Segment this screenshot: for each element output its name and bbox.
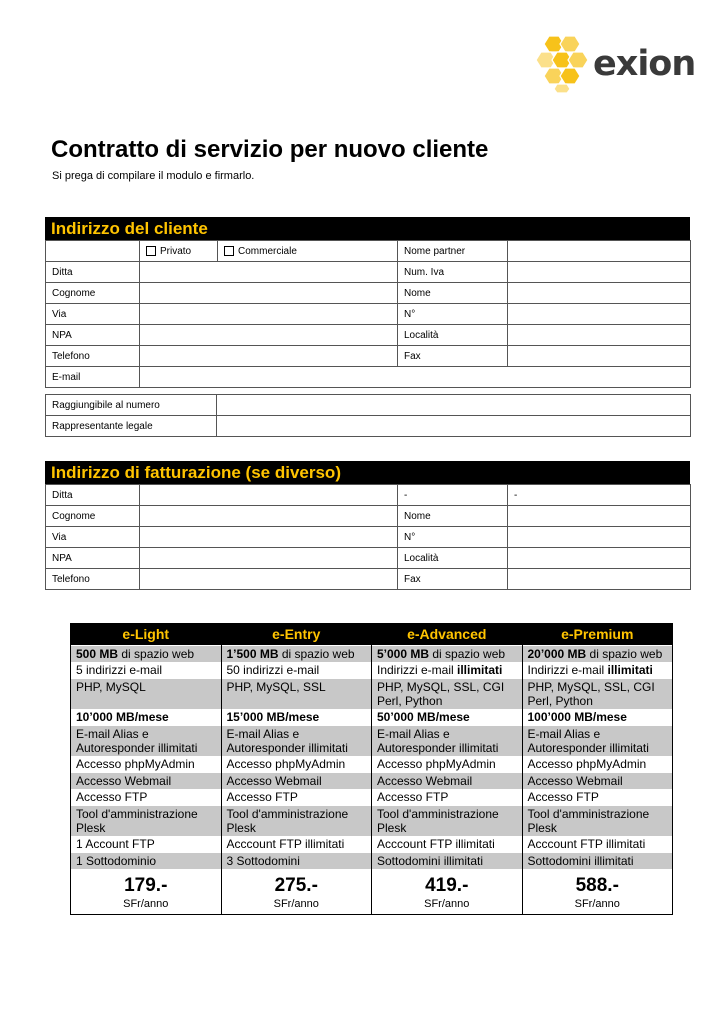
nome-label: Nome <box>398 283 508 304</box>
ditta-field[interactable] <box>140 262 398 283</box>
via-label: Via <box>46 304 140 325</box>
price-cell-premium <box>522 869 673 915</box>
price-value: 275.- <box>274 874 318 896</box>
billing-dash-label: - <box>398 485 508 506</box>
space-cell: 20’000 MB di spazio web <box>522 645 673 662</box>
ditta-label: Ditta <box>46 262 140 283</box>
ftp-cell: Accesso FTP <box>522 789 673 806</box>
billing-ditta-field[interactable] <box>140 485 398 506</box>
nome-field[interactable] <box>508 283 691 304</box>
price-value: 179.- <box>124 874 168 896</box>
email-cell: 5 indirizzi e-mail <box>71 662 222 679</box>
checkbox-commerciale[interactable] <box>224 246 234 256</box>
billing-numero-field[interactable] <box>508 527 691 548</box>
billing-npa-label: NPA <box>46 548 140 569</box>
webmail-cell: Accesso Webmail <box>71 772 222 789</box>
languages-cell: PHP, MySQL <box>71 678 222 709</box>
fax-field[interactable] <box>508 346 691 367</box>
billing-section-header: Indirizzo di fatturazione (se diverso) <box>45 461 690 484</box>
webmail-cell: Accesso Webmail <box>221 772 372 789</box>
billing-nome-field[interactable] <box>508 506 691 527</box>
billing-address-table <box>45 484 691 590</box>
alias-cell: E-mail Alias e Autoresponder illimitati <box>71 725 222 756</box>
subdomains-cell: Sottodomini illimitati <box>372 852 523 869</box>
numero-label: N° <box>398 304 508 325</box>
webmail-cell: Accesso Webmail <box>522 772 673 789</box>
ftp-accounts-cell: 1 Account FTP <box>71 836 222 853</box>
email-cell: Indirizzi e-mail illimitati <box>372 662 523 679</box>
price-cell-entry <box>221 869 372 915</box>
ftp-accounts-cell: Acccount FTP illimitati <box>522 836 673 853</box>
localita-field[interactable] <box>508 325 691 346</box>
checkbox-privato[interactable] <box>146 246 156 256</box>
billing-cognome-field[interactable] <box>140 506 398 527</box>
privato-option[interactable]: Privato <box>140 241 218 262</box>
email-field[interactable] <box>140 367 691 388</box>
nome-partner-field[interactable] <box>508 241 691 262</box>
rappresentante-label: Rappresentante legale <box>46 416 217 437</box>
ftp-cell: Accesso FTP <box>372 789 523 806</box>
price-value: 588.- <box>575 874 619 896</box>
space-cell: 500 MB di spazio web <box>71 645 222 662</box>
price-cell-advanced <box>372 869 523 915</box>
billing-ditta-label: Ditta <box>46 485 140 506</box>
languages-cell: PHP, MySQL, SSL <box>221 678 372 709</box>
traffic-cell: 15’000 MB/mese <box>221 709 372 726</box>
cognome-field[interactable] <box>140 283 398 304</box>
email-cell: 50 indirizzi e-mail <box>221 662 372 679</box>
traffic-cell: 100’000 MB/mese <box>522 709 673 726</box>
raggiungibile-field[interactable] <box>217 395 691 416</box>
raggiungibile-label: Raggiungibile al numero <box>46 395 217 416</box>
subdomains-cell: 3 Sottodomini <box>221 852 372 869</box>
num-iva-field[interactable] <box>508 262 691 283</box>
alias-cell: E-mail Alias e Autoresponder illimitati <box>221 725 372 756</box>
billing-telefono-field[interactable] <box>140 569 398 590</box>
empty-cell <box>46 241 140 262</box>
rappresentante-field[interactable] <box>217 416 691 437</box>
plan-name-premium: e-Premium <box>522 623 673 645</box>
phpmyadmin-cell: Accesso phpMyAdmin <box>522 756 673 773</box>
billing-via-field[interactable] <box>140 527 398 548</box>
subdomains-cell: 1 Sottodominio <box>71 852 222 869</box>
traffic-cell: 50’000 MB/mese <box>372 709 523 726</box>
numero-field[interactable] <box>508 304 691 325</box>
price-unit: SFr/anno <box>123 897 169 910</box>
ftp-accounts-cell: Acccount FTP illimitati <box>372 836 523 853</box>
space-cell: 5’000 MB di spazio web <box>372 645 523 662</box>
billing-dash-field[interactable]: - <box>508 485 691 506</box>
commerciale-option[interactable]: Commerciale <box>218 241 398 262</box>
alias-cell: E-mail Alias e Autoresponder illimitati <box>372 725 523 756</box>
languages-cell: PHP, MySQL, SSL, CGI Perl, Python <box>372 678 523 709</box>
price-unit: SFr/anno <box>574 897 620 910</box>
telefono-label: Telefono <box>46 346 140 367</box>
plesk-cell: Tool d'amministrazione Plesk <box>221 805 372 836</box>
pricing-table <box>70 623 673 915</box>
webmail-cell: Accesso Webmail <box>372 772 523 789</box>
telefono-field[interactable] <box>140 346 398 367</box>
page-title: Contratto di servizio per nuovo cliente <box>51 136 489 163</box>
client-section-header: Indirizzo del cliente <box>45 217 690 240</box>
billing-telefono-label: Telefono <box>46 569 140 590</box>
traffic-cell: 10’000 MB/mese <box>71 709 222 726</box>
billing-npa-field[interactable] <box>140 548 398 569</box>
email-label: E-mail <box>46 367 140 388</box>
phpmyadmin-cell: Accesso phpMyAdmin <box>221 756 372 773</box>
price-unit: SFr/anno <box>424 897 470 910</box>
billing-fax-field[interactable] <box>508 569 691 590</box>
cognome-label: Cognome <box>46 283 140 304</box>
via-field[interactable] <box>140 304 398 325</box>
honeycomb-icon <box>535 34 597 94</box>
space-cell: 1’500 MB di spazio web <box>221 645 372 662</box>
npa-label: NPA <box>46 325 140 346</box>
logo-text: exion <box>593 44 696 84</box>
plesk-cell: Tool d'amministrazione Plesk <box>522 805 673 836</box>
billing-numero-label: N° <box>398 527 508 548</box>
billing-localita-field[interactable] <box>508 548 691 569</box>
nome-partner-label: Nome partner <box>398 241 508 262</box>
localita-label: Località <box>398 325 508 346</box>
phpmyadmin-cell: Accesso phpMyAdmin <box>71 756 222 773</box>
num-iva-label: Num. Iva <box>398 262 508 283</box>
billing-fax-label: Fax <box>398 569 508 590</box>
alias-cell: E-mail Alias e Autoresponder illimitati <box>522 725 673 756</box>
ftp-cell: Accesso FTP <box>71 789 222 806</box>
price-cell-light <box>71 869 222 915</box>
languages-cell: PHP, MySQL, SSL, CGI Perl, Python <box>522 678 673 709</box>
plan-name-advanced: e-Advanced <box>372 623 523 645</box>
plesk-cell: Tool d'amministrazione Plesk <box>71 805 222 836</box>
page-subtitle: Si prega di compilare il modulo e firmarlo. <box>52 170 255 182</box>
billing-localita-label: Località <box>398 548 508 569</box>
billing-cognome-label: Cognome <box>46 506 140 527</box>
phpmyadmin-cell: Accesso phpMyAdmin <box>372 756 523 773</box>
billing-via-label: Via <box>46 527 140 548</box>
client-address-table <box>45 240 691 388</box>
price-unit: SFr/anno <box>273 897 319 910</box>
plesk-cell: Tool d'amministrazione Plesk <box>372 805 523 836</box>
email-cell: Indirizzi e-mail illimitati <box>522 662 673 679</box>
subdomains-cell: Sottodomini illimitati <box>522 852 673 869</box>
client-contact-table <box>45 394 691 437</box>
npa-field[interactable] <box>140 325 398 346</box>
exion-logo <box>535 34 696 94</box>
fax-label: Fax <box>398 346 508 367</box>
plan-name-light: e-Light <box>71 623 222 645</box>
ftp-cell: Accesso FTP <box>221 789 372 806</box>
price-value: 419.- <box>425 874 469 896</box>
billing-nome-label: Nome <box>398 506 508 527</box>
plan-name-entry: e-Entry <box>221 623 372 645</box>
ftp-accounts-cell: Acccount FTP illimitati <box>221 836 372 853</box>
